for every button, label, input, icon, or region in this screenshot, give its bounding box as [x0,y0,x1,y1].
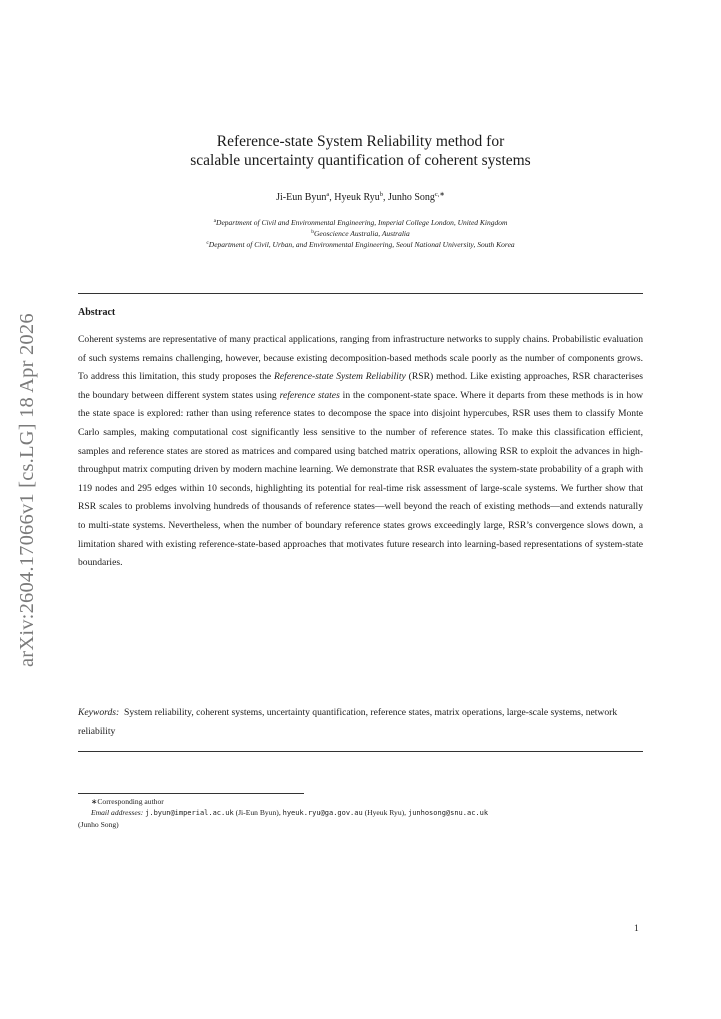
email-address[interactable]: j.byun@imperial.ac.uk [145,809,234,817]
email-label: Email addresses: [91,808,144,817]
email-owner: (Ji-Eun Byun), [235,808,281,817]
author-list: Ji-Eun Byun$^a$, Hyeuk Ryu$^b$, Junho Song$^{c,∗}$ [276,191,445,203]
author-affiliation-mark: b [379,191,383,198]
author-name: Junho Song [387,192,435,203]
arxiv-side-identifier: arXiv:2604.17066v1 [cs.LG] 18 Apr 2026 [16,313,38,667]
paper-title-line-2: scalable uncertainty quantification of coherent systems [190,152,531,169]
footnote-corresponding: ∗Corresponding author [91,797,164,806]
page-number: 1 [634,924,639,934]
author-affiliation-mark: a [326,191,330,198]
author-name: Ji-Eun Byun [276,192,327,203]
keywords-text: System reliability, coherent systems, uncertainty quantification, reference states, matrix operations, large-scale systems, network reliability [78,707,618,737]
email-owner: (Junho Song) [78,820,119,829]
affiliation [0,229,721,238]
author-affiliation-mark: c,∗ [434,191,445,198]
abstract-heading: Abstract [78,307,116,318]
footnote-emails [78,807,656,830]
abstract-emphasis: Reference-state System Reliability [274,371,406,383]
affiliation-text: Department of Civil and Environmental Engineering, Imperial College London, United Kingdom [216,218,508,227]
abstract-emphasis: reference states [279,389,340,401]
email-owner: (Hyeuk Ryu), [364,808,407,817]
abstract-text: (RSR) method. Like existing approaches, RSR characterises the boundary between different system states using [78,371,643,401]
abstract-bottom-rule [78,751,643,752]
email-address[interactable]: junhosong@snu.ac.uk [407,809,489,817]
abstract-text: in the component-state space. Where it departs from these methods is in how the state space is explored: rather than using reference states to decompose the space into disjoint hypercubes, RSR uses them to classify Monte Carlo samples, making computational cost significantly less sensitive to the number of reference states. To make this classification efficient, samples and reference states are stored as matrices and compared using batched matrix operations, allowing RSR to exploit the advances in high-throughput matrix computing driven by modern machine learning. We demonstrate that RSR evaluates the system-state probability of a graph with 119 nodes and 295 edges within 10 seconds, highlighting its potential for real-time risk assessment of large-scale systems. We further show that RSR scales to problems involving hundreds of thousands of reference states—well beyond the reach of existing methods—and extends naturally to multi-state systems. Nevertheless, when the number of boundary reference states grows exceedingly large, RSR’s convergence slows down, a limitation shared with existing reference-state-based approaches that motivates future research into learning-based representations of system-state boundaries. [78,389,644,569]
affiliation [0,240,721,249]
affiliation-mark: c [206,240,209,246]
affiliation-text: Geoscience Australia, Australia [313,229,410,238]
affiliation-mark: a [213,218,217,224]
keywords-label: Keywords: [78,707,120,718]
paper-title-line-1: Reference-state System Reliability method for [216,133,505,150]
abstract-body [78,331,643,573]
affiliation-text: Department of Civil, Urban, and Environmental Engineering, Seoul National University, South Korea [208,240,515,249]
abstract-text: Coherent systems are representative of many practical applications, ranging from infrastructure networks to supply chains. Probabilistic evaluation of such systems remains challenging, however, because existing decomposition-based methods scale poorly as the number of components grows. To address this limitation, this study proposes the [78,334,643,383]
affiliation [0,218,721,227]
author-name: Hyeuk Ryu [334,192,380,203]
abstract-top-rule [78,293,643,294]
affiliation-mark: b [311,229,314,235]
keywords [78,703,643,741]
email-address[interactable]: hyeuk.ryu@ga.gov.au [282,809,363,817]
footnote-rule [78,793,304,794]
